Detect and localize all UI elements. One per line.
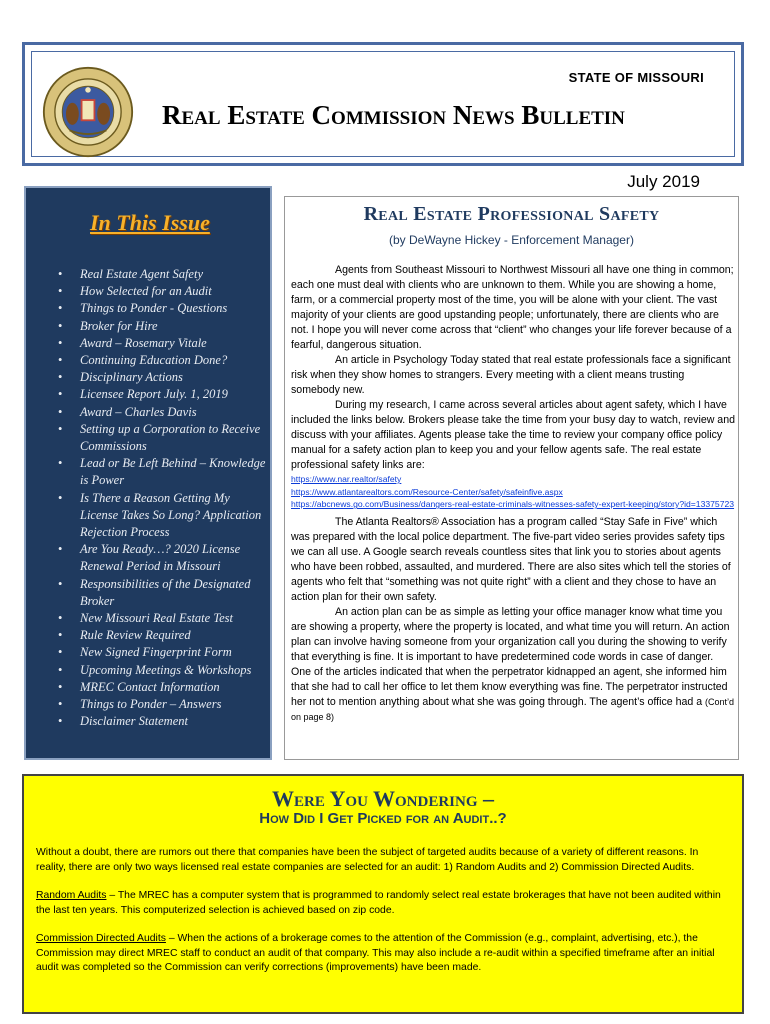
toc-item[interactable]: • Upcoming Meetings & Workshops — [56, 662, 266, 679]
missouri-state-seal-icon — [42, 66, 134, 158]
masthead — [22, 42, 744, 166]
article-byline: (by DeWayne Hickey - Enforcement Manager) — [389, 233, 634, 247]
audit-intro-paragraph: Without a doubt, there are rumors out there that companies have been the subject of targeted audits because of a variety of different reasons. In reality, there are only two ways licensed real estate companies are selected for an audit: 1) Random Audits and 2) Commission Directed Audits. — [36, 847, 699, 873]
article-paragraph: During my research, I came across several articles about agent safety, which I have included the links below. Brokers please take the time from your busy day to watch, review and discuss with your affiliates. Agents please take the time to review your company office policy manual for a safety action plan to keep you and your fellow agents safe. The real estate professional safety links are: — [291, 399, 735, 471]
safety-link-abcnews[interactable]: https://abcnews.go.com/Business/dangers-real-estate-criminals-witnesses-safety-expert-keeping/story?id=13375723 — [291, 499, 735, 510]
bulletin-title: Real Estate Commission News Bulletin — [162, 100, 625, 130]
state-label: STATE OF MISSOURI — [568, 70, 704, 85]
toc-item[interactable]: • Award – Rosemary Vitale — [56, 335, 266, 352]
toc-item[interactable]: • Lead or Be Left Behind – Knowledge is Power — [56, 455, 266, 489]
toc-item[interactable]: • Licensee Report July. 1, 2019 — [56, 386, 266, 403]
directed-audits-label: Commission Directed Audits — [36, 933, 166, 944]
toc-item[interactable]: • Setting up a Corporation to Receive Commissions — [56, 421, 266, 455]
toc-item[interactable]: • Continuing Education Done? — [56, 352, 266, 369]
audit-box-body — [36, 846, 730, 990]
toc-item[interactable]: • Things to Ponder – Answers — [56, 696, 266, 713]
toc-item[interactable]: • Disciplinary Actions — [56, 369, 266, 386]
issue-date: July 2019 — [627, 172, 700, 191]
in-this-issue-sidebar — [24, 186, 272, 760]
toc-item[interactable]: • MREC Contact Information — [56, 679, 266, 696]
audit-info-box — [22, 774, 744, 1014]
toc-item[interactable]: • Disclaimer Statement — [56, 713, 266, 730]
article-paragraph: The Atlanta Realtors® Association has a program called “Stay Safe in Five” which was prepared with the local police department. The five-part video series provides safety tips we can all use. A Google search reveals countless sites that link you to stories about agents who have been robbed, assaulted, and murdered. There are also sites which tell the stories of agents who felt that “something was not quite right” with a client and they chose to have an action plan for their own safety. — [291, 515, 731, 603]
audit-box-title: Were You Wondering – — [271, 786, 495, 811]
article-paragraph: Agents from Southeast Missouri to Northwest Missouri all have one thing in common; each one must deal with clients who are unknown to them. While you are showing a home, farm, or a commercial property most of the time, you will be alone with your client. The vast majority of your clients are good upstanding people; unfortunately, there are clients who are not. I hope you will never come across that “client” who changes your life forever because of a fearful, dangerous situation. — [291, 264, 734, 351]
toc-item[interactable]: • Real Estate Agent Safety — [56, 266, 266, 283]
toc-item[interactable]: • Is There a Reason Getting My License Takes So Long? Application Rejection Process — [56, 490, 266, 542]
toc-item[interactable]: • Things to Ponder - Questions — [56, 300, 266, 317]
toc-item[interactable]: • Rule Review Required — [56, 627, 266, 644]
toc-item[interactable]: • Responsibilities of the Designated Broker — [56, 576, 266, 610]
directed-audits-text: – When the actions of a brokerage comes to the attention of the Commission (e.g., complaint, advertising, etc.), the Commission may direct MREC staff to conduct an audit of that company. This may also include a re-audit within a specified timeframe after an initial audit was completed so the Commission can verify corrections (improvements) have been made. — [36, 933, 715, 973]
random-audits-label: Random Audits — [36, 890, 107, 901]
directed-audits-paragraph — [36, 932, 730, 976]
toc-item[interactable]: • Award – Charles Davis — [56, 404, 266, 421]
toc-item[interactable]: • Broker for Hire — [56, 318, 266, 335]
masthead-inner-frame — [31, 51, 735, 157]
random-audits-paragraph — [36, 889, 730, 918]
article-paragraph — [291, 605, 735, 725]
toc-list — [56, 266, 266, 730]
article-title: Real Estate Professional Safety — [363, 203, 660, 225]
toc-item[interactable]: • New Missouri Real Estate Test — [56, 610, 266, 627]
safety-link-nar[interactable]: https://www.nar.realtor/safety — [291, 474, 402, 484]
article-paragraph-text: An action plan can be as simple as letting your office manager know what time you are showing a property, where the property is located, and what time you will return. An action plan can involve having someone from your organization call you during the showing to verify that everything is fine. It is important to have predetermined code words in case of danger. One of the articles indicated that when the perpetrator kidnapped an agent, she informed him that she had to call her office to let them know everything was fine. The perpetrator instructed her not to mention anything about what she was going through. The agent’s office had a — [291, 605, 730, 708]
toc-item[interactable]: • How Selected for an Audit — [56, 283, 266, 300]
safety-article — [284, 196, 739, 760]
toc-item[interactable]: • New Signed Fingerprint Form — [56, 644, 266, 661]
article-paragraph: An article in Psychology Today stated that real estate professionals face a significant risk when they show homes to strangers. Every meeting with a client means trusting somebody new. — [291, 354, 731, 396]
random-audits-text: – The MREC has a computer system that is programmed to randomly select real estate brokerages that have not been audited within the last ten years. This computerized selection is achieved based on zip code. — [36, 890, 721, 916]
safety-link-atlanta[interactable]: https://www.atlantarealtors.com/Resource-Center/safety/safeinfive.aspx — [291, 486, 563, 497]
audit-box-subtitle: How Did I Get Picked for an Audit..? — [259, 810, 507, 827]
sidebar-title: In This Issue — [90, 210, 210, 235]
continued-note: (Cont’d on page 8) — [291, 696, 735, 722]
toc-item[interactable]: • Are You Ready…? 2020 License Renewal Period in Missouri — [56, 541, 266, 575]
article-body — [291, 263, 735, 725]
